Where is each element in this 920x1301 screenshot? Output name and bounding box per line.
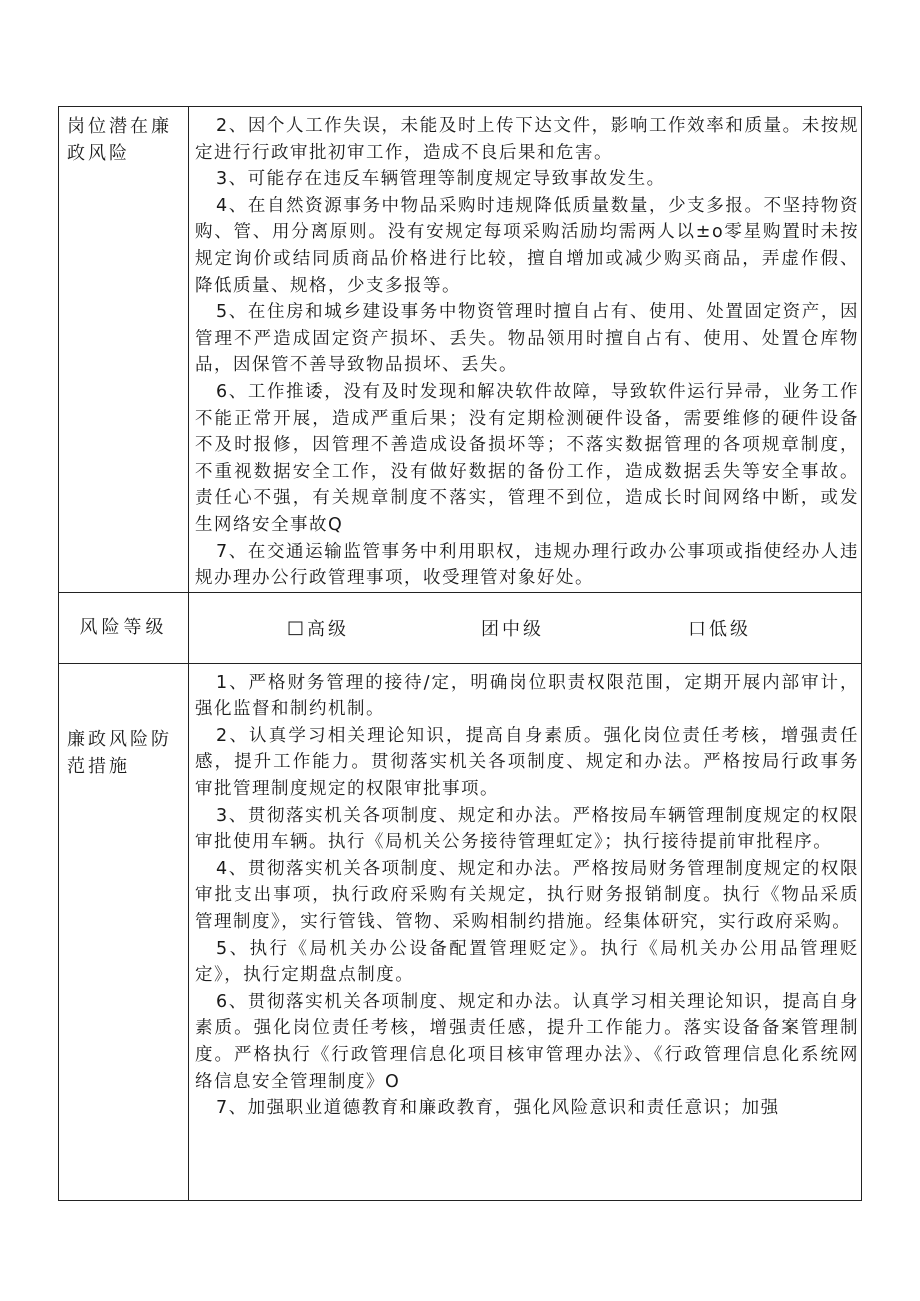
measure-item: 4、贯彻落实机关各项制度、规定和办法。严格按局财务管理制度规定的权限审批支出事项，执行政府采购有关规定，执行财务报销制度。执行《物品采质管理制度》，实行管钱、管物、采购相制约措施。经集体研究，实行政府采购。 — [195, 858, 859, 933]
measures-row — [59, 663, 862, 1200]
risk-content — [189, 107, 862, 593]
level-option-high — [287, 615, 349, 641]
risk-table — [58, 106, 862, 1201]
measure-item: 5、执行《局机关办公设备配置管理贬定》。执行《局机关办公用品管理贬定》，执行定期盘点制度。 — [195, 938, 859, 986]
measure-item: 2、认真学习相关理论知识，提高自身素质。强化岗位责任考核，增强责任感，提升工作能力。贯彻落实机关各项制度、规定和办法。严格按局行政事务审批管理制度规定的权限审批事项。 — [195, 725, 859, 800]
risk-item: 4、在自然资源事务中物品采购时违规降低质量数量，少支多报。不坚持物资购、管、用分离原则。没有安规定每项采购活励均需两人以±o零星购置时未按规定询价或结同质商品价格进行比较，擅自增加或减少购买商品，弄虚作假、降低质量、规格，少支多报等。 — [195, 195, 859, 296]
level-option-label: 低级 — [709, 618, 752, 640]
measure-item: 7、加强职业道德教育和廉政教育，强化风险意识和责任意识；加强 — [216, 1098, 780, 1119]
risk-item: 5、在住房和城乡建设事务中物资管理时擅自占有、使用、处置固定资产，因管理不严造成固定资产损坏、丢失。物品领用时擅自占有、使用、处置仓库物品，因保管不善导致物品损坏、丢失。 — [195, 302, 859, 376]
level-option-medium — [481, 615, 544, 641]
measure-item: 6、贯彻落实机关各项制度、规定和办法。认真学习相关理论知识，提高自身素质。强化岗位责任考核，增强责任感，提升工作能力。落实设备备案管理制度。严格执行《行政管理信息化项目核审管理办法》、《行政管理信息化系统网络信息安全管理制度》O — [195, 991, 859, 1092]
checkbox-empty-icon: □ — [287, 617, 308, 639]
level-options — [189, 592, 862, 663]
risk-label: 岗位潜在廉政风险 — [59, 107, 189, 593]
risk-item: 2、因个人工作失误，未能及时上传下达文件，影响工作效率和质量。未按规定进行行政审批初审工作，造成不良后果和危害。 — [195, 116, 859, 163]
level-row — [59, 592, 862, 663]
level-option-low — [688, 615, 751, 641]
checkbox-empty-icon: 口 — [688, 618, 710, 640]
level-option-label: 高级 — [307, 618, 350, 640]
measure-item: 1、严格财务管理的接待/定，明确岗位职责权限范围，定期开展内部审计，强化监督和制约机制。 — [195, 672, 859, 720]
measure-item: 3、贯彻落实机关各项制度、规定和办法。严格按局车辆管理制度规定的权限审批使用车辆。执行《局机关公务接待管理虹定》；执行接待提前审批程序。 — [195, 805, 859, 853]
level-label: 风险等级 — [59, 592, 189, 663]
measures-label: 廉政风险防范措施 — [59, 663, 189, 1200]
level-option-label: 中级 — [502, 618, 545, 640]
risk-item: 7、在交通运输监管事务中利用职权，违规办理行政办公事项或指使经办人违规办理办公行政管理事项，收受理管对象好处。 — [195, 541, 859, 589]
risk-item: 3、可能存在违反车辆管理等制度规定导致事故发生。 — [216, 169, 666, 190]
measures-content — [189, 663, 862, 1200]
checkbox-checked-icon: 团 — [481, 618, 503, 640]
risk-item: 6、工作推诿，没有及时发现和解决软件故障，导致软件运行异帚，业务工作不能正常开展，造成严重后果；没有定期检测硬件设备，需要维修的硬件设备不及时报修，因管理不善造成设备损坏等；不落实数据管理的各项规章制度，不重视数据安全工作，没有做好数据的备份工作，造成数据丢失等安全事故。责任心不强，有关规章制度不落实，管理不到位，造成长时间网络中断，或发生网络安全事故Q — [195, 381, 859, 535]
risk-row — [59, 107, 862, 593]
